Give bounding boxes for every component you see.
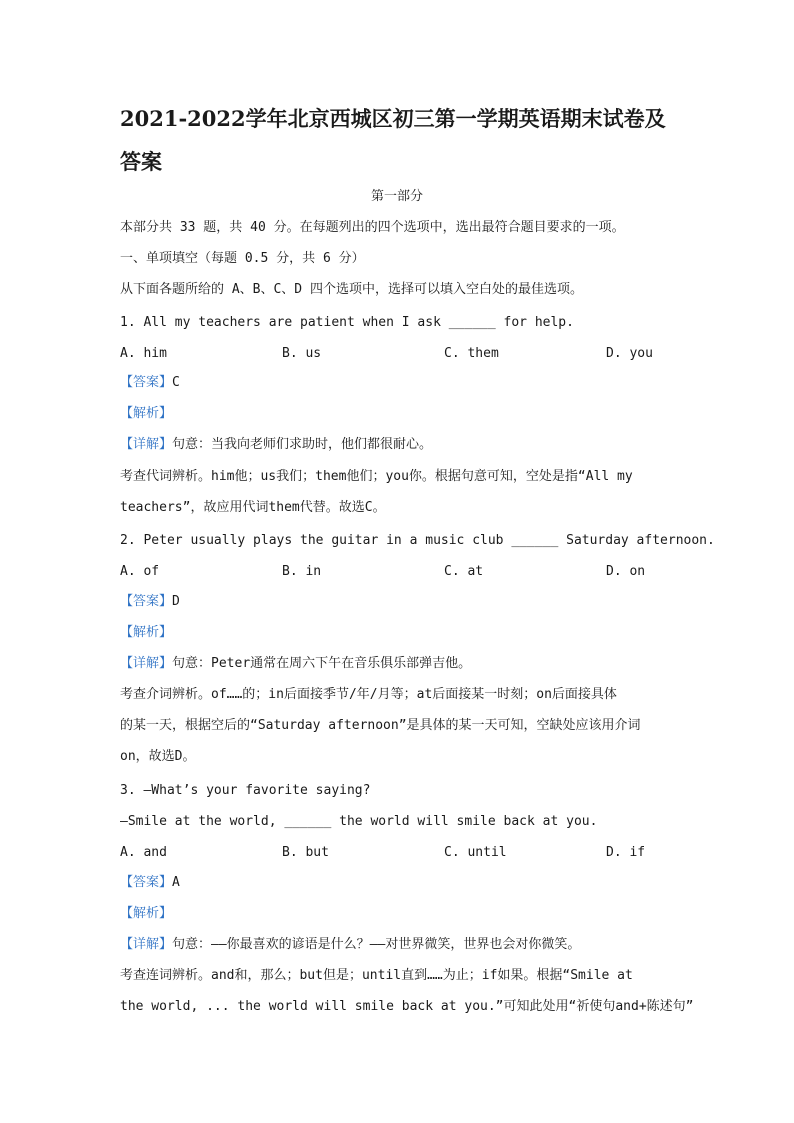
answer-label: 【答案】 [120,594,173,609]
answer-value: A [172,875,180,890]
question-3-option-d: D. if [606,845,646,860]
question-2-stem: 2. Peter usually plays the guitar in a music club ______ Saturday afternoon. [120,533,715,548]
question-3-stem-line-2: —Smile at the world, ______ the world will smile back at you. [120,814,598,829]
question-3-option-a: A. and [120,845,167,860]
detail-text: 句意：——你最喜欢的谚语是什么？——对世界微笑，世界也会对你微笑。 [172,937,581,952]
question-1-option-c: C. them [444,346,499,361]
detail-label: 【详解】 [120,437,173,452]
detail-label: 【详解】 [120,656,173,671]
question-2-analysis-label: 【解析】 [120,625,173,640]
question-3-option-c: C. until [444,845,507,860]
answer-value: D [172,594,180,609]
question-2-detail [120,654,471,674]
answer-label: 【答案】 [120,875,173,890]
intro-text: 本部分共 33 题，共 40 分。在每题列出的四个选项中，选出最符合题目要求的一项。 [120,220,625,235]
detail-label: 【详解】 [120,937,173,952]
question-3-explanation-line-1: 考查连词辨析。and和，那么；but但是；until直到……为止；if如果。根据“Smile at [120,968,633,983]
question-2-explanation-line-3: on，故选D。 [120,749,196,764]
question-2-answer [120,592,180,612]
question-2-explanation-line-2: 的某一天，根据空后的“Saturday afternoon”是具体的某一天可知，空缺处应该用介词 [120,718,641,733]
question-1-option-d: D. you [606,346,653,361]
question-3-explanation-line-2: the world, ... the world will smile back at you.”可知此处用“祈使句and+陈述句” [120,999,694,1014]
instruction-text: 从下面各题所给的 A、B、C、D 四个选项中，选择可以填入空白处的最佳选项。 [120,282,583,297]
question-2-option-a: A. of [120,564,160,579]
question-1-answer [120,373,180,393]
document-title: 2021-2022学年北京西城区初三第一学期英语期末试卷及答案 [120,106,666,174]
question-1-option-b: B. us [282,346,322,361]
question-1-explanation-line-2: teachers”，故应用代词them代替。故选C。 [120,500,386,515]
question-2-option-b: B. in [282,564,322,579]
question-1-option-a: A. him [120,346,167,361]
question-1-stem: 1. All my teachers are patient when I ask ______ for help. [120,315,574,330]
answer-value: C [172,375,180,390]
answer-label: 【答案】 [120,375,173,390]
question-3-analysis-label: 【解析】 [120,906,173,921]
question-3-answer [120,873,180,893]
question-3-stem-line-1: 3. —What’s your favorite saying? [120,783,371,798]
question-2-option-c: C. at [444,564,484,579]
question-1-detail [120,435,432,455]
detail-text: 句意：Peter通常在周六下午在音乐俱乐部弹吉他。 [172,656,472,671]
question-1-explanation-line-1: 考查代词辨析。him他；us我们；them他们；you你。根据句意可知，空处是指“All my [120,469,633,484]
detail-text: 句意：当我向老师们求助时，他们都很耐心。 [172,437,433,452]
part-title: 一、单项填空（每题 0.5 分，共 6 分） [120,251,365,266]
section-heading: 第一部分 [370,189,423,204]
question-3-detail [120,935,580,955]
question-3-option-b: B. but [282,845,329,860]
question-2-option-d: D. on [606,564,646,579]
question-1-analysis-label: 【解析】 [120,406,173,421]
question-2-explanation-line-1: 考查介词辨析。of……的；in后面接季节/年/月等；at后面接某一时刻；on后面接具体 [120,687,617,702]
